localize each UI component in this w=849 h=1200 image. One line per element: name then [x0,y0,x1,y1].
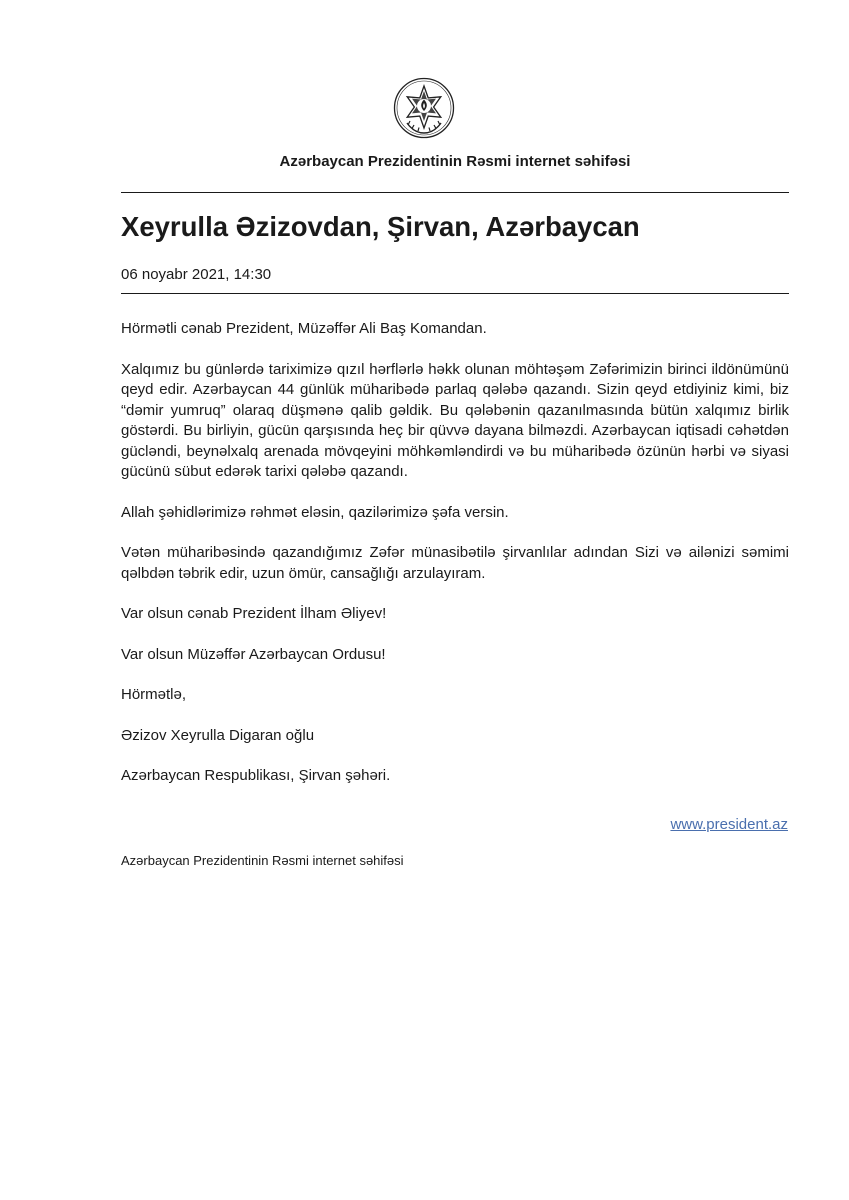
site-header-title: Azərbaycan Prezidentinin Rəsmi internet səhifəsi [279,153,631,170]
page-title: Xeyrulla Əzizovdan, Şirvan, Azərbaycan [121,211,640,242]
publication-date: 06 noyabr 2021, 14:30 [121,266,272,283]
azerbaijan-state-emblem-icon [393,77,455,139]
letter-signature-name: Əzizov Xeyrulla Digaran oğlu [121,726,315,744]
letter-paragraph: Var olsun Müzəffər Azərbaycan Ordusu! [121,645,386,663]
letter-closing: Hörmətlə, [121,686,187,703]
letter-paragraph: Vətən müharibəsində qazandığımız Zəfər münasibətilə şirvanlılar adından Sizi və ailənizi səmimi qəlbdən təbrik edir, uzun ömür, cansağlığı arzulayıram. [121,544,789,582]
letter-body [121,319,789,807]
letter-greeting: Hörmətli cənab Prezident, Müzəffər Ali Baş Komandan. [121,320,487,337]
letter-paragraph: Allah şəhidlərimizə rəhmət eləsin, qazilərimizə şəfa versin. [121,503,509,521]
page-footer: Azərbaycan Prezidentinin Rəsmi internet səhifəsi [121,853,404,868]
letter-paragraph: Xalqımız bu günlərdə tariximizə qızıl hərflərlə həkk olunan möhtəşəm Zəfərimizin birinci ildönümünü qeyd edir. Azərbaycan 44 günlük müharibədə parlaq qələbə qazandı. Sizin qeyd etdiyiniz kimi, biz “dəmir yumruq” olaraq düşmənə qalib gəldik. Bu qələbənin qazanılmasında bütün xalqımız birlik göstərdi. Bu birliyin, gücün qarşısında heç bir qüvvə dayana bilməzdi. Azərbaycan iqtisadi cəhətdən gücləndi, beynəlxalq arenada mövqeyini möhkəmləndirdi və bu müharibədə özünün hərbi və siyasi gücünü sübut edərək tarixi qələbə qazandı. [121,360,789,480]
source-link[interactable]: www.president.az [670,816,788,833]
letter-signature-location: Azərbaycan Respublikası, Şirvan şəhəri. [121,767,391,784]
header-divider [121,192,789,193]
title-divider [121,293,789,294]
letter-paragraph: Var olsun cənab Prezident İlham Əliyev! [121,605,387,622]
